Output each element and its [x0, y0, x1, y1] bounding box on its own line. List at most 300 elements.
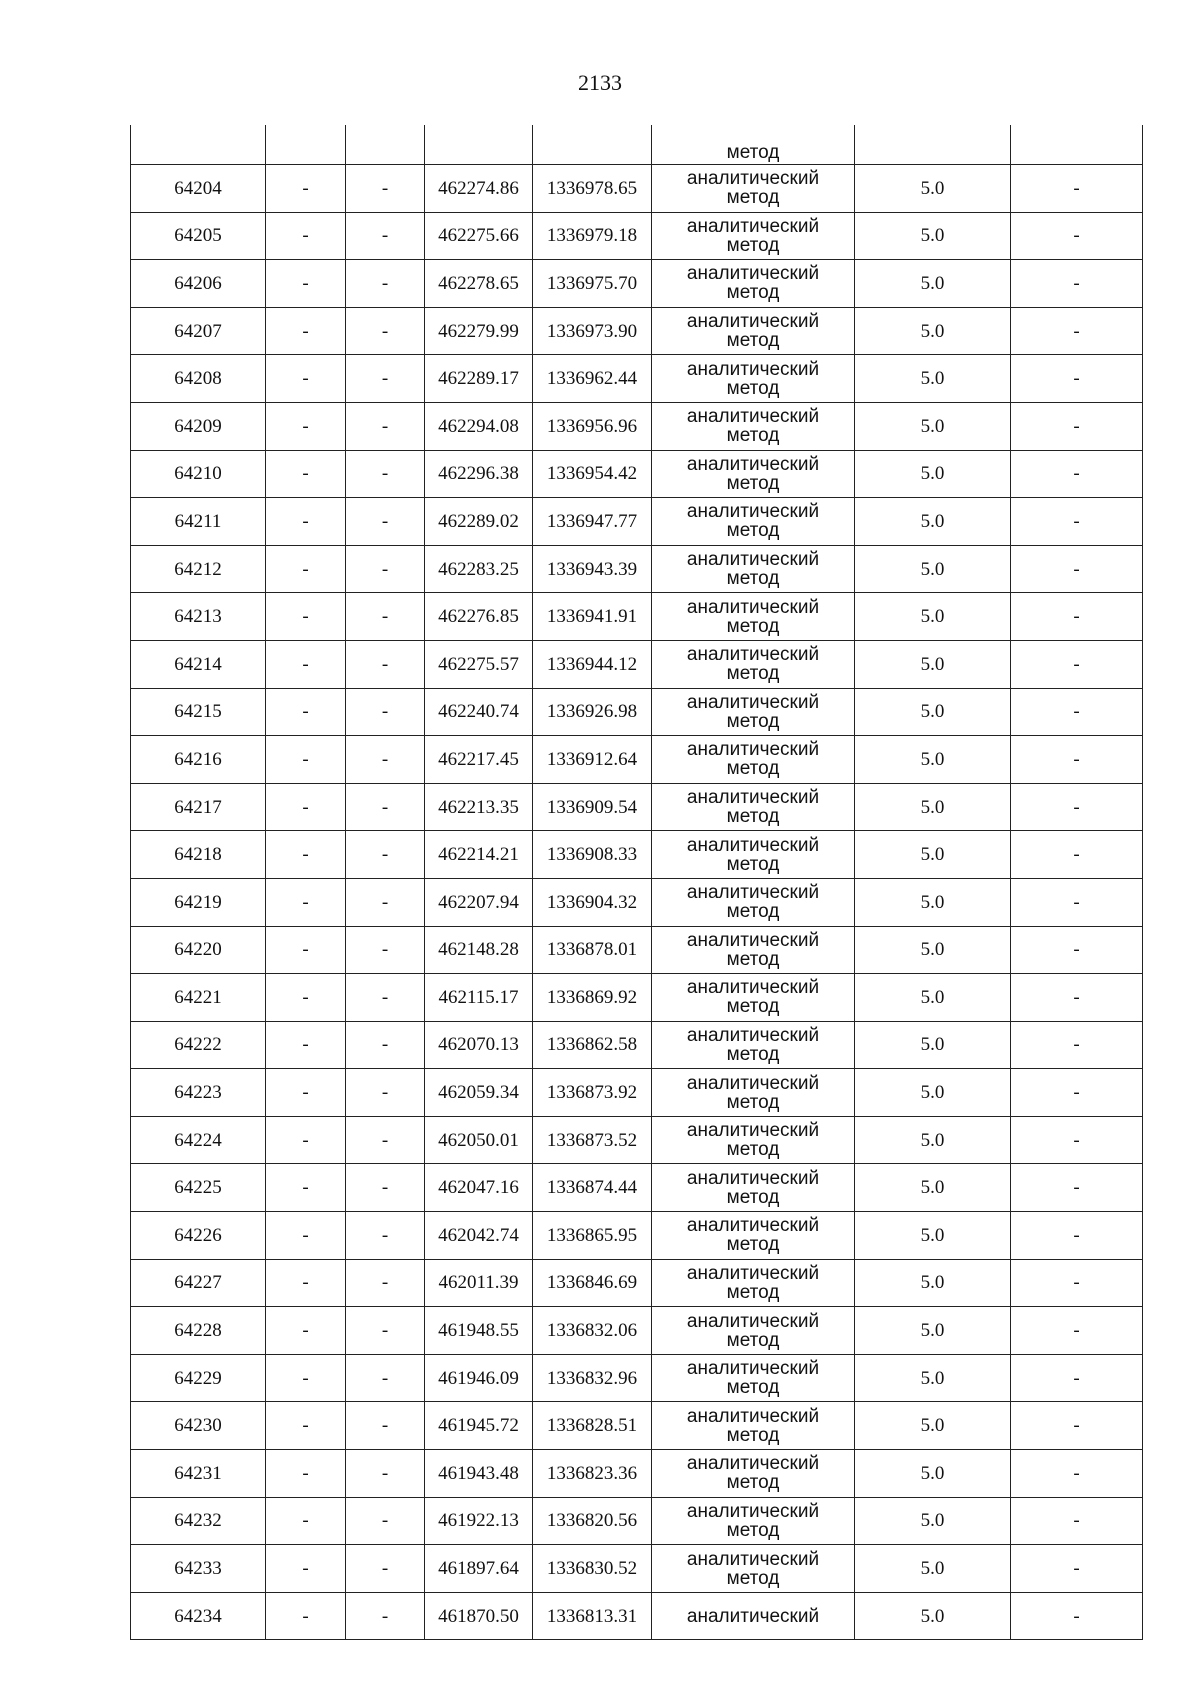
method-cell [652, 1450, 855, 1498]
col8-cell: - [1011, 1402, 1143, 1450]
method-line: метод [726, 1329, 780, 1351]
col8-cell: - [1011, 212, 1143, 260]
col3-cell: - [346, 545, 425, 593]
method-cell [652, 640, 855, 688]
method-cell [652, 593, 855, 641]
method-line: метод [726, 282, 780, 304]
col2-cell: - [266, 1164, 346, 1212]
col2-cell: - [266, 783, 346, 831]
x-coordinate-cell: 462283.25 [425, 545, 533, 593]
y-coordinate-cell: 1336873.92 [533, 1069, 652, 1117]
col2-cell: - [266, 736, 346, 784]
point-id-cell: 64232 [131, 1497, 266, 1545]
table-row [131, 1450, 1143, 1498]
x-coordinate-cell: 462214.21 [425, 831, 533, 879]
table-row [131, 212, 1143, 260]
accuracy-cell: 5.0 [855, 1069, 1011, 1117]
col2-cell: - [266, 402, 346, 450]
col2-cell: - [266, 307, 346, 355]
accuracy-cell: 5.0 [855, 878, 1011, 926]
y-coordinate-cell: 1336908.33 [533, 831, 652, 879]
x-coordinate-cell: 462274.86 [425, 165, 533, 213]
table-row [131, 1592, 1143, 1640]
col3-cell: - [346, 640, 425, 688]
x-coordinate-cell: 462276.85 [425, 593, 533, 641]
y-coordinate-cell: 1336873.52 [533, 1116, 652, 1164]
method-line: метод [726, 996, 780, 1018]
col3-cell: - [346, 1402, 425, 1450]
point-id-cell: 64221 [131, 974, 266, 1022]
table-row [131, 1212, 1143, 1260]
table-row [131, 1021, 1143, 1069]
table-row [131, 450, 1143, 498]
method-cell [652, 212, 855, 260]
method-line: метод [726, 806, 780, 828]
y-coordinate-cell: 1336862.58 [533, 1021, 652, 1069]
method-line: аналитический [686, 977, 820, 999]
y-coordinate-cell: 1336846.69 [533, 1259, 652, 1307]
y-coordinate-cell: 1336944.12 [533, 640, 652, 688]
method-cell [652, 926, 855, 974]
table-row [131, 1116, 1143, 1164]
point-id-cell: 64219 [131, 878, 266, 926]
col8-cell: - [1011, 165, 1143, 213]
method-cell [652, 165, 855, 213]
x-coordinate-cell: 461945.72 [425, 1402, 533, 1450]
y-coordinate-cell: 1336874.44 [533, 1164, 652, 1212]
accuracy-cell: 5.0 [855, 545, 1011, 593]
col3-cell: - [346, 165, 425, 213]
col3-cell: - [346, 831, 425, 879]
col8-cell: - [1011, 1354, 1143, 1402]
table-row [131, 926, 1143, 974]
accuracy-cell: 5.0 [855, 450, 1011, 498]
col8-cell: - [1011, 450, 1143, 498]
col3-cell: - [346, 1164, 425, 1212]
y-coordinate-cell: 1336823.36 [533, 1450, 652, 1498]
col3-cell: - [346, 1259, 425, 1307]
y-coordinate-cell: 1336943.39 [533, 545, 652, 593]
table-row [131, 974, 1143, 1022]
accuracy-cell: 5.0 [855, 1354, 1011, 1402]
col2-cell: - [266, 926, 346, 974]
col8-cell: - [1011, 1212, 1143, 1260]
method-line: метод [726, 663, 780, 685]
table-row [131, 1354, 1143, 1402]
col2-cell: - [266, 1116, 346, 1164]
method-line: аналитический [686, 1358, 820, 1380]
point-id-cell: 64206 [131, 260, 266, 308]
table-row [131, 307, 1143, 355]
method-line: метод [726, 187, 780, 209]
col2-cell: - [266, 212, 346, 260]
method-line: метод [726, 615, 780, 637]
col2-cell: - [266, 974, 346, 1022]
col3-cell: - [346, 1021, 425, 1069]
x-coordinate-cell: 462289.17 [425, 355, 533, 403]
col8-cell: - [1011, 1021, 1143, 1069]
point-id-cell: 64216 [131, 736, 266, 784]
col8-cell: - [1011, 1307, 1143, 1355]
y-coordinate-cell: 1336832.96 [533, 1354, 652, 1402]
method-cell [652, 878, 855, 926]
y-coordinate-cell: 1336941.91 [533, 593, 652, 641]
col8-cell: - [1011, 831, 1143, 879]
col8-cell: - [1011, 402, 1143, 450]
y-coordinate-cell: 1336878.01 [533, 926, 652, 974]
method-line: метод [726, 330, 780, 352]
method-cell [652, 402, 855, 450]
method-line: аналитический [686, 1453, 820, 1475]
method-line: метод [726, 425, 780, 447]
table-row [131, 736, 1143, 784]
point-id-cell: 64233 [131, 1545, 266, 1593]
accuracy-cell: 5.0 [855, 974, 1011, 1022]
method-cell [652, 783, 855, 831]
accuracy-cell: 5.0 [855, 1021, 1011, 1069]
method-line: метод [726, 1281, 780, 1303]
method-line: метод [726, 472, 780, 494]
col8-cell: - [1011, 1450, 1143, 1498]
col3-cell: - [346, 926, 425, 974]
method-line: аналитический [686, 1120, 820, 1142]
col2-cell: - [266, 1545, 346, 1593]
col8-cell: - [1011, 355, 1143, 403]
y-coordinate-cell: 1336832.06 [533, 1307, 652, 1355]
col2-cell: - [266, 498, 346, 546]
col3-cell: - [346, 1354, 425, 1402]
point-id-cell: 64209 [131, 402, 266, 450]
col8-cell: - [1011, 878, 1143, 926]
method-line: метод [726, 901, 780, 923]
col2-cell: - [266, 1307, 346, 1355]
col3-cell: - [346, 878, 425, 926]
method-line: метод [726, 948, 780, 970]
col2-cell: - [266, 355, 346, 403]
table-row [131, 545, 1143, 593]
point-id-cell: 64234 [131, 1592, 266, 1640]
continuation-row [131, 125, 1143, 165]
col2-cell: - [266, 1497, 346, 1545]
accuracy-cell: 5.0 [855, 355, 1011, 403]
method-line: аналитический [686, 1500, 820, 1522]
col2-cell: - [266, 878, 346, 926]
table-row [131, 260, 1143, 308]
method-line: метод [726, 234, 780, 256]
method-line: аналитический [686, 1405, 820, 1427]
table-row [131, 1402, 1143, 1450]
y-coordinate-cell: 1336973.90 [533, 307, 652, 355]
point-id-cell: 64230 [131, 1402, 266, 1450]
method-line: аналитический [686, 1024, 820, 1046]
point-id-cell: 64213 [131, 593, 266, 641]
x-coordinate-cell: 461897.64 [425, 1545, 533, 1593]
col3-cell: - [346, 450, 425, 498]
x-coordinate-cell: 462275.57 [425, 640, 533, 688]
method-line: метод [726, 520, 780, 542]
method-line: метод [726, 1424, 780, 1446]
point-id-cell: 64227 [131, 1259, 266, 1307]
col8-cell: - [1011, 736, 1143, 784]
x-coordinate-cell: 462050.01 [425, 1116, 533, 1164]
point-id-cell: 64223 [131, 1069, 266, 1117]
method-line: аналитический [686, 311, 820, 333]
method-line: метод [726, 1234, 780, 1256]
method-cell [652, 688, 855, 736]
col8-cell: - [1011, 1592, 1143, 1640]
accuracy-cell: 5.0 [855, 736, 1011, 784]
method-line: метод [726, 1472, 780, 1494]
method-line: метод [726, 142, 780, 163]
col8-cell: - [1011, 688, 1143, 736]
accuracy-cell: 5.0 [855, 1259, 1011, 1307]
x-coordinate-cell: 462047.16 [425, 1164, 533, 1212]
col3-cell: - [346, 402, 425, 450]
method-line: метод [726, 1377, 780, 1399]
x-coordinate-cell: 462070.13 [425, 1021, 533, 1069]
col2-cell: - [266, 640, 346, 688]
y-coordinate-cell: 1336975.70 [533, 260, 652, 308]
table-row [131, 1069, 1143, 1117]
table-row [131, 402, 1143, 450]
method-cell [652, 498, 855, 546]
accuracy-cell: 5.0 [855, 402, 1011, 450]
col8-cell: - [1011, 1164, 1143, 1212]
y-coordinate-cell: 1336909.54 [533, 783, 652, 831]
y-coordinate-cell: 1336813.31 [533, 1592, 652, 1640]
col3-cell: - [346, 1592, 425, 1640]
y-coordinate-cell: 1336956.96 [533, 402, 652, 450]
col3-cell: - [346, 1069, 425, 1117]
col2-cell: - [266, 1212, 346, 1260]
col2-cell: - [266, 1402, 346, 1450]
col3-cell: - [346, 260, 425, 308]
x-coordinate-cell: 462278.65 [425, 260, 533, 308]
point-id-cell: 64228 [131, 1307, 266, 1355]
col8-cell: - [1011, 1259, 1143, 1307]
method-line: метод [726, 853, 780, 875]
x-coordinate-cell: 462213.35 [425, 783, 533, 831]
point-id-cell: 64212 [131, 545, 266, 593]
table-row [131, 593, 1143, 641]
col3-cell: - [346, 593, 425, 641]
col8-cell: - [1011, 1116, 1143, 1164]
method-line: метод [726, 1043, 780, 1065]
col3-cell: - [346, 1450, 425, 1498]
method-cell [652, 125, 855, 165]
point-id-cell: 64222 [131, 1021, 266, 1069]
table-row [131, 1545, 1143, 1593]
table-row [131, 1259, 1143, 1307]
x-coordinate-cell: 462296.38 [425, 450, 533, 498]
method-cell [652, 1212, 855, 1260]
accuracy-cell: 5.0 [855, 1450, 1011, 1498]
method-line: аналитический [686, 168, 820, 190]
method-line: аналитический [686, 644, 820, 666]
method-line: метод [726, 377, 780, 399]
point-id-cell: 64208 [131, 355, 266, 403]
col8-cell: - [1011, 260, 1143, 308]
table-row [131, 1497, 1143, 1545]
method-cell [652, 260, 855, 308]
method-cell [652, 1307, 855, 1355]
col8-cell: - [1011, 926, 1143, 974]
method-cell [652, 545, 855, 593]
x-coordinate-cell: 462042.74 [425, 1212, 533, 1260]
y-coordinate-cell: 1336978.65 [533, 165, 652, 213]
method-cell [652, 1164, 855, 1212]
x-coordinate-cell: 462289.02 [425, 498, 533, 546]
method-line: метод [726, 710, 780, 732]
method-line: метод [726, 568, 780, 590]
accuracy-cell: 5.0 [855, 783, 1011, 831]
x-coordinate-cell: 462275.66 [425, 212, 533, 260]
table-row [131, 1307, 1143, 1355]
x-coordinate-cell: 461943.48 [425, 1450, 533, 1498]
y-coordinate-cell: 1336869.92 [533, 974, 652, 1022]
accuracy-cell: 5.0 [855, 307, 1011, 355]
method-cell [652, 1545, 855, 1593]
col3-cell: - [346, 498, 425, 546]
table-row [131, 831, 1143, 879]
col2-cell: - [266, 1450, 346, 1498]
table-row [131, 688, 1143, 736]
col2-cell: - [266, 831, 346, 879]
point-id-cell: 64204 [131, 165, 266, 213]
method-cell [652, 1354, 855, 1402]
col8-cell: - [1011, 1497, 1143, 1545]
method-line: метод [726, 1519, 780, 1541]
table-row [131, 355, 1143, 403]
col8-cell: - [1011, 1069, 1143, 1117]
table-row [131, 165, 1143, 213]
col3-cell: - [346, 355, 425, 403]
col3-cell: - [346, 1307, 425, 1355]
method-line: аналитический [686, 1072, 820, 1094]
accuracy-cell: 5.0 [855, 1402, 1011, 1450]
point-id-cell: 64224 [131, 1116, 266, 1164]
y-coordinate-cell: 1336828.51 [533, 1402, 652, 1450]
col8-cell: - [1011, 783, 1143, 831]
table-row [131, 1164, 1143, 1212]
method-line: аналитический [686, 1215, 820, 1237]
x-coordinate-cell: 461922.13 [425, 1497, 533, 1545]
coordinates-table [130, 125, 1143, 1640]
col2-cell: - [266, 1069, 346, 1117]
col8-cell: - [1011, 640, 1143, 688]
method-cell [652, 831, 855, 879]
accuracy-cell: 5.0 [855, 1545, 1011, 1593]
accuracy-cell: 5.0 [855, 1212, 1011, 1260]
accuracy-cell: 5.0 [855, 212, 1011, 260]
method-cell [652, 1069, 855, 1117]
method-line: аналитический [686, 834, 820, 856]
col8-cell: - [1011, 307, 1143, 355]
method-cell [652, 1402, 855, 1450]
point-id-cell: 64211 [131, 498, 266, 546]
method-line: аналитический [686, 1310, 820, 1332]
col8-cell: - [1011, 498, 1143, 546]
table-row [131, 878, 1143, 926]
accuracy-cell: 5.0 [855, 1592, 1011, 1640]
accuracy-cell: 5.0 [855, 640, 1011, 688]
accuracy-cell: 5.0 [855, 593, 1011, 641]
accuracy-cell: 5.0 [855, 1164, 1011, 1212]
method-cell [652, 1116, 855, 1164]
y-coordinate-cell: 1336865.95 [533, 1212, 652, 1260]
method-line: аналитический [686, 1605, 820, 1627]
y-coordinate-cell: 1336979.18 [533, 212, 652, 260]
col3-cell: - [346, 974, 425, 1022]
method-line: аналитический [686, 739, 820, 761]
method-line: аналитический [686, 1167, 820, 1189]
method-line: аналитический [686, 929, 820, 951]
method-line: аналитический [686, 882, 820, 904]
y-coordinate-cell: 1336912.64 [533, 736, 652, 784]
col2-cell: - [266, 1592, 346, 1640]
col3-cell: - [346, 307, 425, 355]
method-cell [652, 736, 855, 784]
y-coordinate-cell: 1336947.77 [533, 498, 652, 546]
method-cell [652, 355, 855, 403]
method-cell [652, 1259, 855, 1307]
method-line: аналитический [686, 549, 820, 571]
col2-cell: - [266, 1354, 346, 1402]
point-id-cell: 64205 [131, 212, 266, 260]
col2-cell: - [266, 450, 346, 498]
col2-cell: - [266, 593, 346, 641]
method-line: метод [726, 1567, 780, 1589]
method-line: метод [726, 758, 780, 780]
method-line: аналитический [686, 691, 820, 713]
method-line: метод [726, 1091, 780, 1113]
col2-cell: - [266, 1259, 346, 1307]
x-coordinate-cell: 461946.09 [425, 1354, 533, 1402]
method-cell [652, 450, 855, 498]
y-coordinate-cell: 1336954.42 [533, 450, 652, 498]
col2-cell: - [266, 688, 346, 736]
x-coordinate-cell: 462011.39 [425, 1259, 533, 1307]
col2-cell: - [266, 1021, 346, 1069]
y-coordinate-cell: 1336820.56 [533, 1497, 652, 1545]
accuracy-cell: 5.0 [855, 926, 1011, 974]
col3-cell: - [346, 783, 425, 831]
accuracy-cell: 5.0 [855, 498, 1011, 546]
col3-cell: - [346, 1497, 425, 1545]
col3-cell: - [346, 1116, 425, 1164]
method-line: аналитический [686, 596, 820, 618]
method-cell [652, 307, 855, 355]
x-coordinate-cell: 462217.45 [425, 736, 533, 784]
y-coordinate-cell: 1336904.32 [533, 878, 652, 926]
col8-cell: - [1011, 593, 1143, 641]
point-id-cell: 64226 [131, 1212, 266, 1260]
table-row [131, 783, 1143, 831]
accuracy-cell: 5.0 [855, 831, 1011, 879]
method-line: аналитический [686, 406, 820, 428]
col3-cell: - [346, 1545, 425, 1593]
x-coordinate-cell: 461870.50 [425, 1592, 533, 1640]
accuracy-cell: 5.0 [855, 1116, 1011, 1164]
x-coordinate-cell: 462279.99 [425, 307, 533, 355]
accuracy-cell: 5.0 [855, 260, 1011, 308]
method-cell [652, 974, 855, 1022]
point-id-cell: 64210 [131, 450, 266, 498]
method-cell [652, 1592, 855, 1640]
col3-cell: - [346, 736, 425, 784]
table-row [131, 640, 1143, 688]
point-id-cell: 64220 [131, 926, 266, 974]
